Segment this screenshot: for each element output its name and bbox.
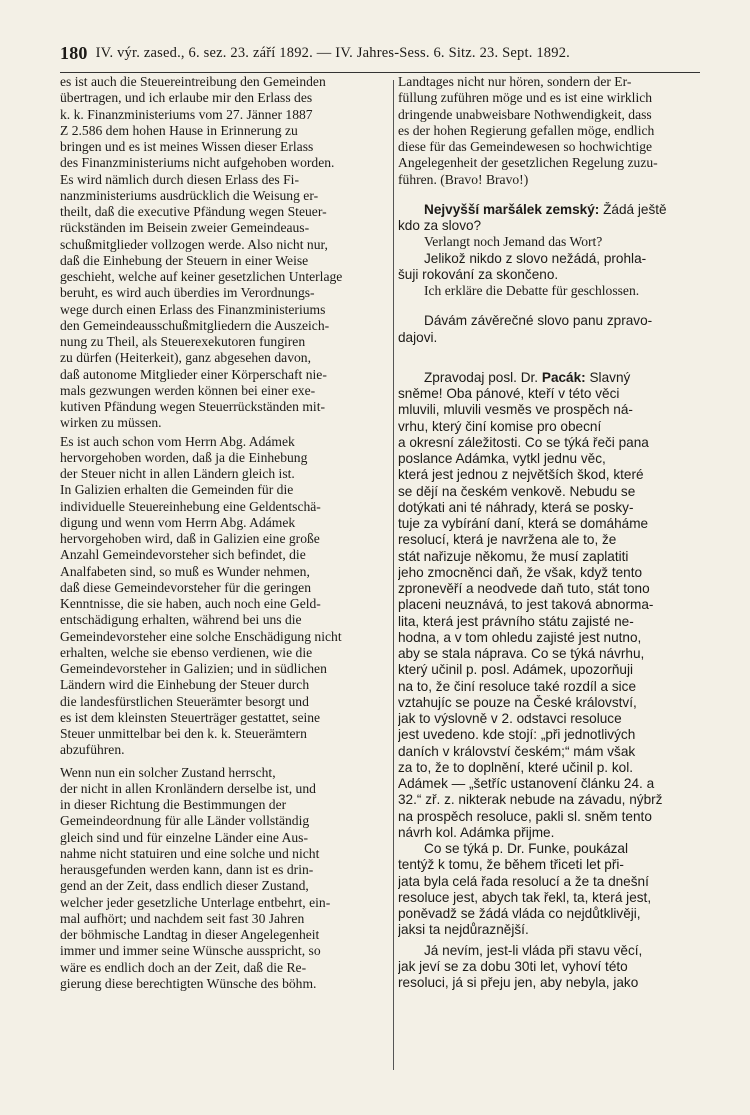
text-line: der nicht in allen Kronländern derselbe ist, und	[60, 780, 316, 796]
text-line: schußmitglieder vollzogen werde. Also nicht nur,	[60, 236, 328, 252]
left-paragraph-2	[60, 434, 392, 759]
text-line: jak to výslovně v 2. odstavci resoluce	[398, 711, 622, 726]
text-line: welcher jeder gesetzliche Unterlage entbehrt, ein-	[60, 894, 331, 910]
marshal-speech	[398, 202, 732, 235]
text-line: dajovi.	[398, 329, 438, 345]
text-line: Analfabeten sind, so muß es Wunder nehmen,	[60, 563, 310, 579]
text-line: tuje za vybírání daní, která se domáháme	[398, 516, 649, 531]
text-line: která jest jednou z největších škod, které	[398, 467, 644, 483]
text-line: poslance Adámka, vytkl jednu věc,	[398, 451, 606, 466]
text-line: Co se týká p. Dr. Funke, poukázal	[424, 841, 629, 856]
text-line: daß diese Gemeindevorsteher für die geringen	[60, 579, 312, 595]
marshal-final-word	[398, 313, 732, 346]
text-line: es ist dem kleinsten Steuerträger gestattet, seine	[60, 709, 321, 725]
text-line: übertragen, und ich erlaube mir den Erlass des	[60, 90, 313, 106]
text-line: gend an der Zeit, dass endlich dieser Zustand,	[60, 878, 309, 894]
text-line: hervorgehoben worden, daß ja die Einhebung	[60, 449, 308, 465]
page-header	[60, 38, 700, 68]
text-line: resoluci, já si přeju jen, aby nebyla, jako	[398, 975, 639, 990]
text-line: stát nařizuje někomu, že musí zaplatiti	[398, 548, 629, 564]
marshal-question: Žádá ještě	[599, 201, 667, 217]
text-line: placeni neuznává, to jest taková abnorma-	[398, 597, 654, 613]
text-line: Gemeindevorsteher in Galizien; und in südlichen	[60, 661, 327, 676]
text-line: nanzministeriums ausdrücklich die Weisung er-	[60, 187, 319, 203]
text-line: Verlangt noch Jemand das Wort?	[424, 234, 603, 250]
rapporteur-prefix: Zpravodaj posl. Dr.	[424, 369, 542, 385]
header-rule	[60, 72, 700, 73]
text-line: mal aufhört; und nachdem seit fast 30 Jahren	[60, 910, 305, 926]
text-line: bringen und es ist meines Wissen dieser Erlass	[60, 139, 314, 154]
text-line: wirken zu müssen.	[60, 415, 162, 431]
text-line: hodna, a v tom ohledu zajisté jest nutno,	[398, 629, 642, 645]
text-line: entschädigung erhalten, während bei uns die	[60, 612, 302, 628]
text-line: Wenn nun ein solcher Zustand herrscht,	[60, 764, 276, 780]
text-line: wege durch einen Erlass des Finanzministeriums	[60, 301, 326, 317]
text-line: diese für das Gemeindewesen so hochwichtige	[398, 139, 653, 154]
text-line: Angelegenheit der gesetzlichen Regelung zuzu-	[398, 155, 658, 171]
text-line: gleich sind und für einzelne Länder eine Aus-	[60, 829, 308, 845]
text-line: Z 2.586 dem hohen Hause in Erinnerung zu	[60, 122, 298, 138]
text-line: resoluce jest, abych tak řekl, ta, která jest,	[398, 889, 652, 905]
text-line: hervorgehoben wird, daß in Galizien eine große	[60, 531, 320, 546]
text-line: nahme nicht statuiren und eine solche und nicht	[60, 845, 320, 861]
text-line: k. k. Finanzministeriums vom 27. Jänner 1887	[60, 106, 313, 122]
text-line: mals gezwungen werden können bei einer exe-	[60, 382, 316, 398]
text-line: wäre es endlich doch an der Zeit, daß die Re-	[60, 959, 307, 975]
text-line: Já nevím, jest-li vláda při stavu věcí,	[424, 942, 643, 958]
text-line: Jelikož nikdo z slovo nežádá, prohla-	[424, 250, 647, 266]
text-line: nung zu Theil, als Steuerexekutoren fungiren	[60, 334, 306, 349]
text-line: kutiven Pfändung wegen Steuerrückständen mit-	[60, 399, 326, 414]
text-line: theilt, daß die executive Pfändung wegen Steuer-	[60, 204, 327, 219]
text-line: Adámek — „šetříc ustanovení článku 24. a	[398, 776, 655, 791]
text-line: jata byla celá řada resolucí a že ta dnešní	[398, 873, 649, 889]
text-line: jak jeví se za dobu 30ti let, vyhoví této	[398, 958, 628, 974]
text-line: Gemeindevorsteher eine solche Enschädigung nicht	[60, 628, 342, 644]
text-line: poněvadž se žádá vláda co nejdůtklivěji,	[398, 906, 641, 921]
page-number: 180	[60, 42, 88, 63]
text-line: der böhmische Landtag in dieser Angelegenheit	[60, 927, 320, 942]
text-line: individuelle Steuereinhebung eine Geldentschä-	[60, 498, 321, 514]
left-paragraph-1	[60, 74, 392, 432]
text-line: resolucí, která je navržena ale to, že	[398, 532, 617, 548]
text-line: den Gemeindeausschußmitgliedern die Auszeich-	[60, 317, 330, 333]
text-line: zpronevěří a neodvede daň tuto, stát tono	[398, 581, 650, 596]
text-line: abzuführen.	[60, 742, 125, 758]
text-line: immer und immer seine Wünsche ausspricht, so	[60, 943, 321, 959]
text-line: geschieht, welche auf keiner gesetzlichen Unterlage	[60, 269, 343, 284]
text-line: Es wird nämlich durch diesen Erlass des Fi-	[60, 171, 299, 187]
text-line: aby se stala náprava. Co se týká návrhu,	[398, 646, 645, 661]
text-line: beruht, es wird auch überdies im Verordnungs-	[60, 285, 315, 301]
text-line: daních v království českém;“ mám však	[398, 743, 636, 759]
text-line: digung und wenn vom Herrn Abg. Adámek	[60, 514, 296, 530]
text-line: Ich erkläre die Debatte für geschlossen.	[424, 283, 640, 298]
text-line: mluvili, mluvili vesměs ve prospěch ná-	[398, 402, 633, 418]
text-line: který učinil p. posl. Adámek, upozorňuji	[398, 662, 633, 678]
left-column	[60, 74, 392, 992]
text-line: tentýž k tomu, že během třiceti let při-	[398, 857, 624, 873]
text-line: jeho zmocněnci daň, že však, když tento	[398, 564, 643, 580]
text-line: jaksi ta nejdůraznější.	[398, 922, 529, 938]
text-line: se dějí na českém venkově. Nebudu se	[398, 483, 636, 499]
text-line: za to, že to doplnění, které učinil p. kol.	[398, 759, 634, 775]
running-title: IV. výr. zased., 6. sez. 23. září 1892. — IV. Jahres-Sess. 6. Sitz. 23. Sept. 1892.	[95, 44, 570, 61]
text-line: Es ist auch schon vom Herrn Abg. Adámek	[60, 433, 295, 449]
text-line: 32.“ zř. z. nikterak nebude na závadu, nýbrž	[398, 792, 663, 808]
rapporteur-speech	[398, 370, 732, 841]
text-line: Ländern wird die Einhebung der Steuer durch	[60, 677, 310, 693]
text-line: füllung zuführen möge und es ist eine wirklich	[398, 90, 653, 106]
text-line: rückständen im Beisein zweier Gemeindeaus-	[60, 220, 310, 236]
text-line: Anzahl Gemeindevorsteher sich befindet, die	[60, 547, 306, 563]
rapporteur-speech-body	[398, 386, 732, 841]
text-line: zu dürfen (Heiterkeit), ganz abgesehen davon,	[60, 350, 311, 366]
text-line: Gemeindeordnung für alle Länder vollständig	[60, 813, 310, 829]
text-line: in dieser Richtung die Bestimmungen der	[60, 797, 287, 812]
text-line: dotýkati ani té náhrady, která se posky-	[398, 499, 634, 515]
marshal-question-de	[398, 234, 732, 250]
text-line: führen. (Bravo! Bravo!)	[398, 171, 529, 187]
text-line: lita, která jest právního státu zajisté ne-	[398, 613, 634, 629]
right-paragraph-1	[398, 74, 732, 188]
text-line: dringende unabweisbare Nothwendigkeit, dass	[398, 106, 652, 122]
text-line: sněme! Oba pánové, kteří v této věci	[398, 386, 620, 401]
text-line: daß autonome Mitglieder einer Körperschaft nie-	[60, 366, 327, 382]
text-line: herausgefunden werden kann, dann ist es drin-	[60, 862, 314, 877]
text-line: Dávám závěrečné slovo panu zpravo-	[424, 313, 653, 329]
text-line: kdo za slovo?	[398, 218, 482, 233]
text-line: erhalten, welche sie ebenso verdienen, wie die	[60, 644, 313, 660]
rapporteur-funke	[398, 841, 732, 939]
marshal-close	[398, 251, 732, 284]
text-line: jest uvedeno. kde stojí: „při jednotlivých	[398, 727, 636, 743]
text-line: es ist auch die Steuereintreibung den Gemeinden	[60, 74, 326, 89]
text-line: Kenntnisse, die sie haben, auch noch eine Geld-	[60, 596, 321, 611]
text-line: es der hohen Regierung gefallen möge, endlich	[398, 122, 655, 138]
text-line: vrhu, který činí komise pro obecní	[398, 418, 602, 434]
marshal-close-de	[398, 283, 732, 299]
speaker-pacak: Pacák:	[541, 369, 586, 385]
text-line: des Finanzministeriums nicht aufgehoben worden.	[60, 155, 335, 171]
text-line: šuji rokování za skončeno.	[398, 266, 559, 282]
rapporteur-lead: Slavný	[585, 369, 631, 385]
text-line: návrh kol. Adámka přijme.	[398, 824, 555, 840]
column-divider	[393, 80, 394, 1070]
rapporteur-closing	[398, 943, 732, 992]
text-line: Landtages nicht nur hören, sondern der Er-	[398, 74, 632, 89]
left-paragraph-3	[60, 765, 392, 993]
text-line: gierung diese berechtigten Wünsche des böhm.	[60, 975, 317, 991]
text-line: vztahujíc se pouze na České království,	[398, 694, 637, 710]
text-line: a okresní záležitosti. Co se týká řeči pana	[398, 434, 649, 450]
text-line: In Galizien erhalten die Gemeinden für die	[60, 482, 294, 498]
right-column	[398, 74, 732, 991]
text-line: na prospěch resoluce, pakli sl. sněm tento	[398, 808, 652, 824]
text-line: na to, že činí resoluce také rozdíl a sice	[398, 678, 637, 694]
speaker-marshal: Nejvyšší maršálek zemský:	[424, 201, 600, 217]
text-line: Steuer unmittelbar bei den k. k. Steuerämtern	[60, 726, 307, 741]
marshal-question-cont	[398, 218, 732, 234]
text-line: die landesfürstlichen Steuerämter besorgt und	[60, 693, 309, 709]
text-line: daß die Einhebung der Steuern in einer Weise	[60, 252, 309, 268]
text-line: der Steuer nicht in allen Ländern gleich ist.	[60, 466, 295, 481]
